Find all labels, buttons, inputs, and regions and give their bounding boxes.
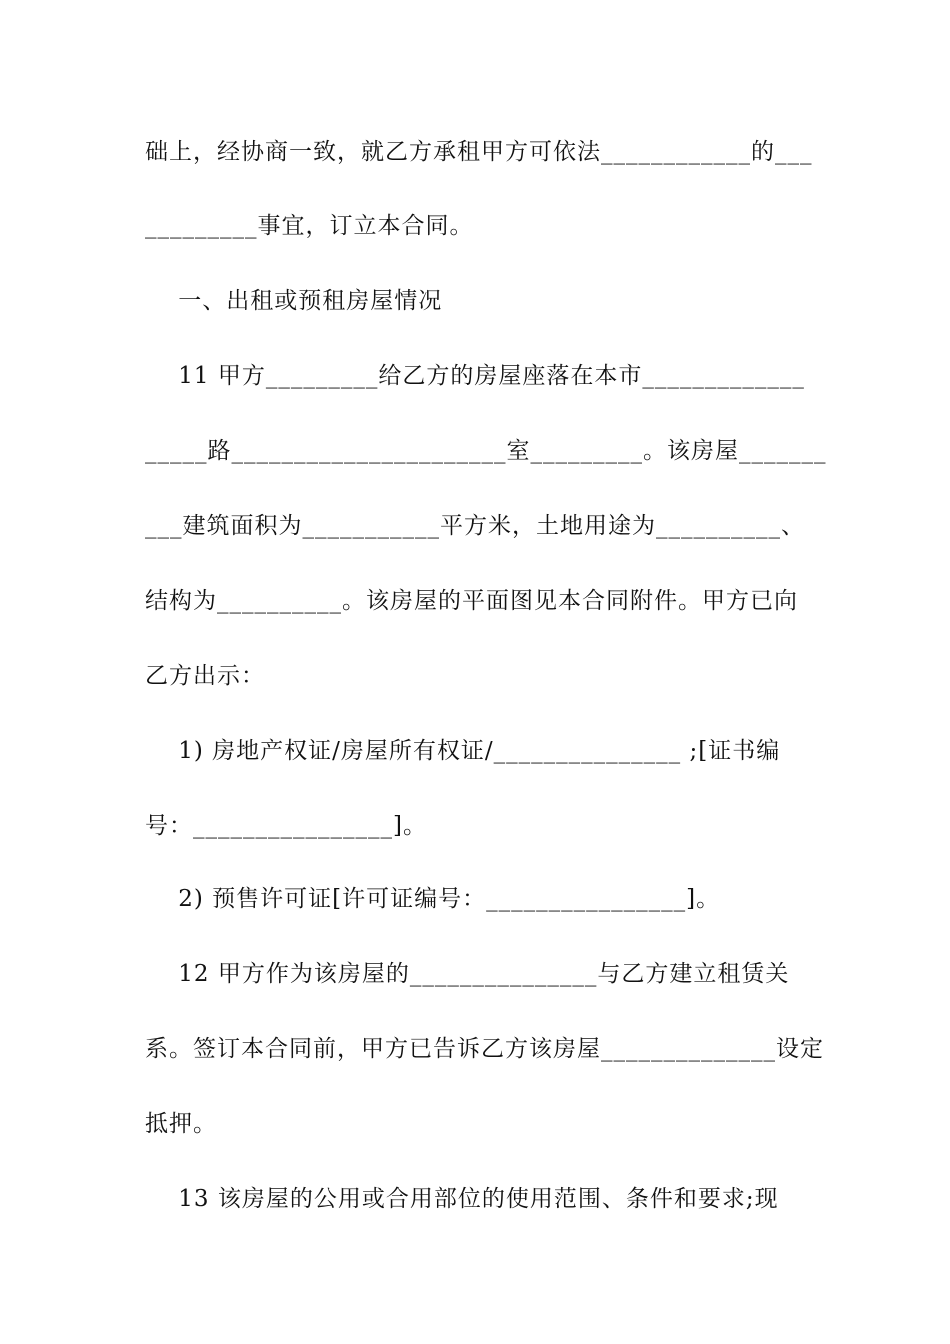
text-line: 础上，经协商一致，就乙方承租甲方可依法____________的___ bbox=[145, 139, 813, 165]
text-line: 号：________________]。 bbox=[145, 813, 427, 839]
text-line: ___建筑面积为___________平方米，土地用途为__________、 bbox=[145, 513, 805, 539]
text-line: 2) 预售许可证[许可证编号：________________]。 bbox=[145, 886, 721, 912]
section-heading: 一、出租或预租房屋情况 bbox=[145, 288, 443, 314]
text-line: _____路______________________室_________。该房屋_______ bbox=[145, 438, 827, 464]
text-line: 11 甲方_________给乙方的房屋座落在本市_____________ bbox=[145, 363, 805, 389]
text-line: 12 甲方作为该房屋的_______________与乙方建立租赁关 bbox=[145, 961, 790, 987]
text-line: 系。签订本合同前，甲方已告诉乙方该房屋______________设定 bbox=[145, 1036, 824, 1062]
text-line: 乙方出示： bbox=[145, 663, 265, 689]
text-line: 抵押。 bbox=[145, 1111, 217, 1137]
text-line: 13 该房屋的公用或合用部位的使用范围、条件和要求;现 bbox=[145, 1186, 779, 1212]
text-line: _________事宜，订立本合同。 bbox=[145, 213, 474, 239]
text-line: 1) 房地产权证/房屋所有权证/_______________ ;[证书编 bbox=[145, 738, 781, 764]
text-line: 结构为__________。该房屋的平面图见本合同附件。甲方已向 bbox=[145, 588, 798, 614]
